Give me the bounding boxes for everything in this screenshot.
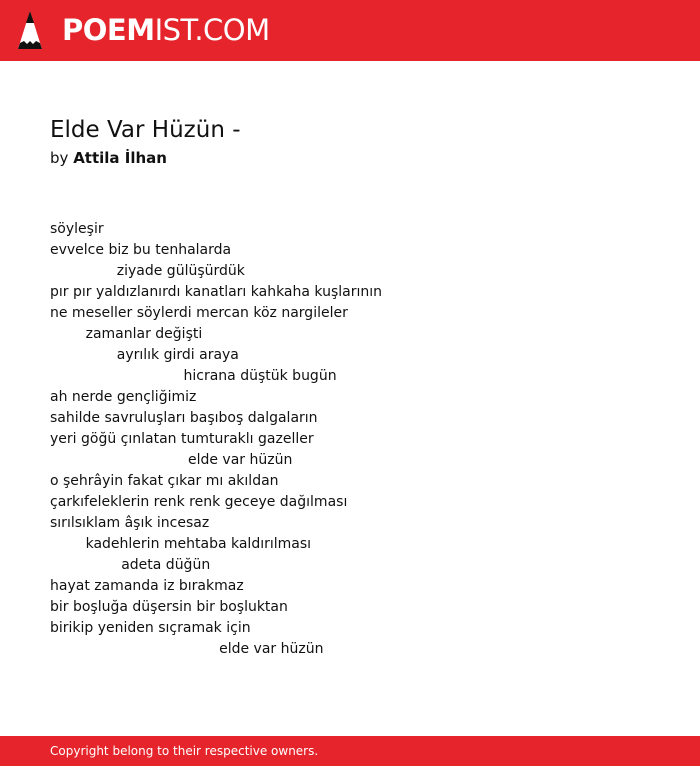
logo-text-light: IST.COM [154,13,270,47]
poem-line: elde var hüzün [50,452,293,468]
poem-line: o şehrâyin fakat çıkar mı akıldan [50,473,279,489]
site-footer [0,736,700,766]
poem-line: elde var hüzün [50,641,324,657]
poem-line: hicrana düştük bugün [50,368,337,384]
poem-line: yeri göğü çınlatan tumturaklı gazeller [50,431,314,447]
poem-line: ne meseller söylerdi mercan köz nargileler [50,305,348,321]
poem-byline [50,149,167,167]
poem-line: söyleşir [50,221,104,237]
logo-text-bold: POEM [62,13,155,47]
poem-line: adeta düğün [50,557,211,573]
poem-line: ah nerde gençliğimiz [50,389,197,405]
site-header [0,0,700,61]
poem-title: Elde Var Hüzün - [50,117,241,143]
site-logo-link[interactable] [62,11,270,49]
pencil-icon[interactable] [17,9,43,51]
poem-line: çarkıfeleklerin renk renk geceye dağılması [50,494,348,510]
poem-line: evvelce biz bu tenhalarda [50,242,232,258]
poem-line: sahilde savruluşları başıboş dalgaların [50,410,318,426]
by-label: by [50,149,69,167]
copyright-notice: Copyright belong to their respective owners. [50,744,319,758]
poem-line: zamanlar değişti [50,326,203,342]
poem-line: kadehlerin mehtaba kaldırılması [50,536,312,552]
poem-line: ziyade gülüşürdük [50,263,245,279]
poem-line: pır pır yaldızlanırdı kanatları kahkaha kuşlarının [50,284,383,300]
poem-line: bir boşluğa düşersin bir boşluktan [50,599,288,615]
poem-line: sırılsıklam âşık incesaz [50,515,210,531]
author-name: Attila İlhan [73,149,167,167]
poem-line: birikip yeniden sıçramak için [50,620,251,636]
poem-line: hayat zamanda iz bırakmaz [50,578,244,594]
poem-line: ayrılık girdi araya [50,347,239,363]
poem-body [50,219,382,660]
